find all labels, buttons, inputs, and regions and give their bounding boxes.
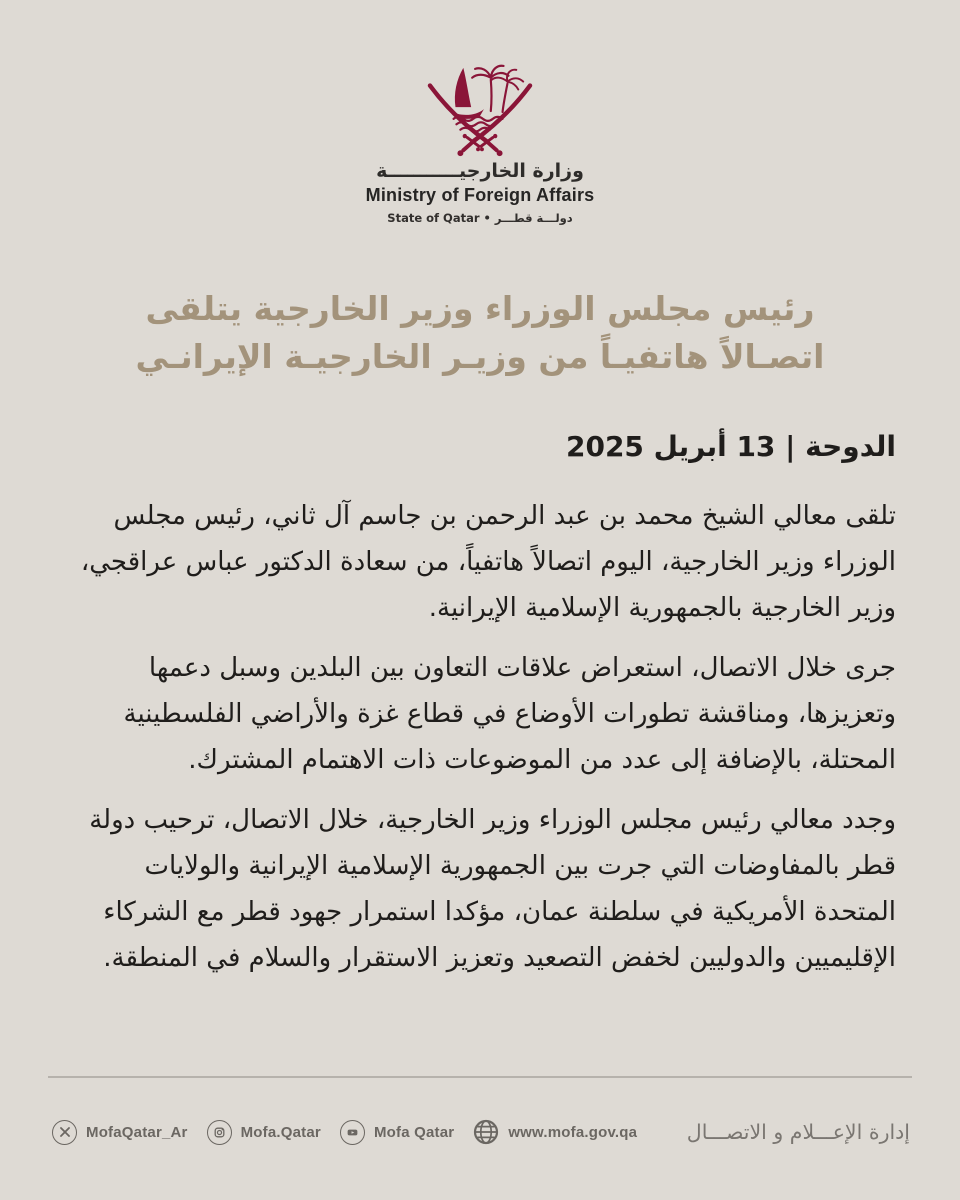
youtube-icon xyxy=(340,1120,365,1145)
state-of-qatar-line: دولـــة قطـــر • State of Qatar xyxy=(387,211,573,225)
youtube-handle: Mofa Qatar xyxy=(373,1123,455,1141)
title-line-2: اتصـالاً هاتفيـاً من وزيـر الخارجيـة الإيرانـي xyxy=(135,337,825,376)
statement-title xyxy=(0,285,960,381)
title-line-1: رئيس مجلس الوزراء وزير الخارجية يتلقى xyxy=(145,289,815,328)
globe-icon xyxy=(473,1119,499,1145)
dateline: الدوحة | 13 أبريل 2025 xyxy=(565,430,896,463)
ministry-name-arabic: وزارة الخارجيـــــــــــة xyxy=(376,160,584,182)
instagram-account xyxy=(207,1120,321,1145)
website-link xyxy=(473,1119,637,1145)
instagram-handle: Mofa.Qatar xyxy=(240,1123,321,1141)
x-icon xyxy=(52,1120,77,1145)
footer xyxy=(52,1106,910,1158)
x-account xyxy=(52,1120,188,1145)
website-url: www.mofa.gov.qa xyxy=(508,1123,638,1141)
statement-body xyxy=(64,430,896,995)
paragraph-2: جرى خلال الاتصال، استعراض علاقات التعاون بين البلدين وسبل دعمها وتعزيزها، ومناقشة تطورات الأوضاع في قطاع غزة والأراضي الفلسطينية المحتلة، بالإضافة إلى عدد من الموضوعات ذات الاهتمام المشترك. xyxy=(123,653,896,775)
qatar-emblem-icon xyxy=(421,62,539,164)
paragraph-1: تلقى معالي الشيخ محمد بن عبد الرحمن بن جاسم آل ثاني، رئيس مجلس الوزراء وزير الخارجية، اليوم اتصالاً هاتفياً، من سعادة الدكتور عباس عراقجي، وزير الخارجية بالجمهورية الإسلامية الإيرانية. xyxy=(80,501,896,623)
x-handle: MofaQatar_Ar xyxy=(86,1123,188,1141)
ministry-name-english: Ministry of Foreign Affairs xyxy=(365,185,595,205)
instagram-icon xyxy=(207,1120,232,1145)
youtube-account xyxy=(340,1120,454,1145)
paragraph-3: وجدد معالي رئيس مجلس الوزراء وزير الخارجية، خلال الاتصال، ترحيب دولة قطر بالمفاوضات التي جرت بين الجمهورية الإسلامية الإيرانية والولايات المتحدة الأمريكية في سلطنة عمان، مؤكدا استمرار جهود قطر مع الشركاء الإقليميين والدوليين لخفض التصعيد وتعزيز الاستقرار والسلام في المنطقة. xyxy=(89,805,896,973)
social-links xyxy=(52,1119,637,1145)
department-name: إدارة الإعـــلام و الاتصـــال xyxy=(686,1120,910,1144)
footer-divider xyxy=(48,1076,912,1078)
mofa-logo xyxy=(0,62,960,225)
